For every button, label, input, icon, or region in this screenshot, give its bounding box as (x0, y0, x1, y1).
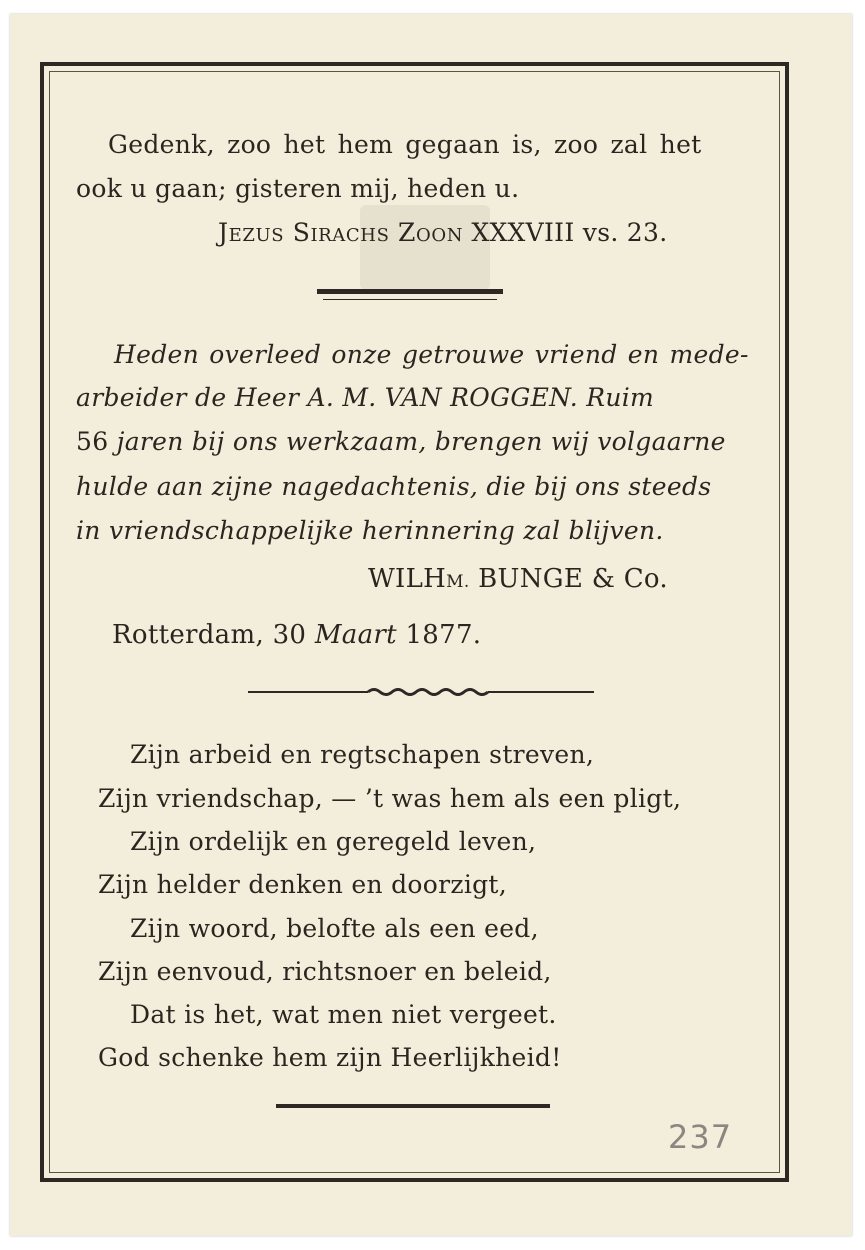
quote-source-ref: XXXVIII vs. 23. (471, 218, 668, 247)
place-date (112, 620, 481, 650)
poem-line: Zijn vriendschap, — ’t was hem als een pligt, (98, 784, 682, 813)
signature-rest: BUNGE & Co. (469, 564, 668, 594)
poem-line: Zijn eenvoud, richtsnoer en beleid, (98, 957, 552, 986)
poem-line: Dat is het, wat men niet vergeet. (130, 1000, 557, 1029)
month: Maart (314, 620, 397, 650)
quote-line-2: ook u gaan; gisteren mij, heden u. (76, 174, 520, 203)
announcement-years: 56 (76, 427, 109, 456)
poem-line: God schenke hem zijn Heerlijkheid! (98, 1043, 562, 1072)
signature-first: WILH (368, 564, 447, 594)
announcement-line-5: in vriendschappelijke herinnering zal blijven. (76, 516, 664, 545)
divider-thick (317, 289, 503, 294)
quote-source (218, 218, 667, 248)
catalog-number: 237 (668, 1118, 733, 1156)
poem-line: Zijn ordelijk en geregeld leven, (130, 827, 537, 856)
poem-line: Zijn arbeid en regtschapen streven, (130, 740, 595, 769)
quote-source-name: Jezus Sirachs Zoon (218, 218, 464, 247)
ornamental-divider (248, 684, 594, 700)
signature-superscript: M. (446, 572, 470, 592)
divider-thin (323, 299, 497, 300)
quote-line-1: Gedenk, zoo het hem gegaan is, zoo zal het (108, 130, 702, 159)
announcement-line-1: Heden overleed onze getrouwe vriend en mede- (114, 340, 749, 369)
poem-line: Zijn helder denken en doorzigt, (98, 870, 508, 899)
announcement-line-4: hulde aan zijne nagedachtenis, die bij ons steeds (76, 472, 712, 501)
poem-line: Zijn woord, belofte als een eed, (130, 914, 539, 943)
signature (368, 564, 668, 597)
announcement-line-2: arbeider de Heer A. M. VAN ROGGEN. Ruim (76, 383, 655, 412)
bottom-rule (276, 1104, 550, 1108)
announcement-line-3-text: jaren bij ons werkzaam, brengen wij volgaarne (116, 427, 726, 456)
place: Rotterdam, 30 (112, 620, 307, 650)
announcement-line-3 (76, 427, 726, 457)
year: 1877. (405, 620, 482, 650)
